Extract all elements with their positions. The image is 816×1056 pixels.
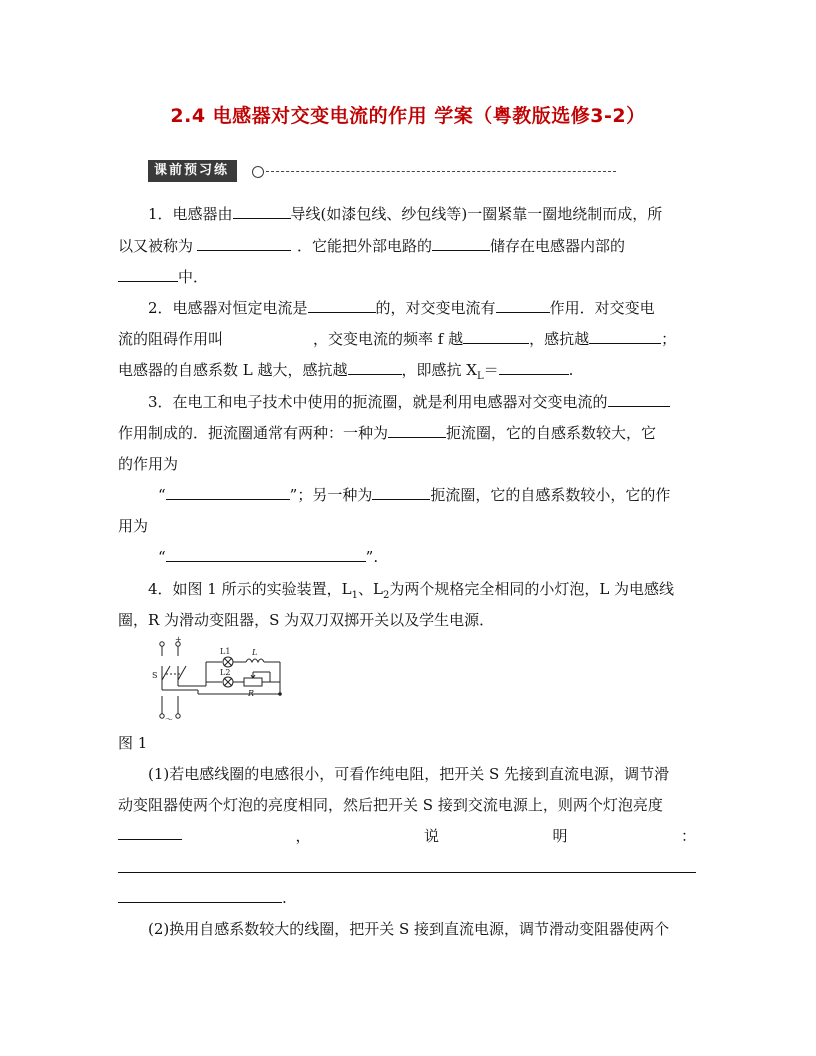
label-s: S (152, 671, 158, 680)
blank (233, 204, 291, 219)
blank (589, 329, 661, 344)
blank (197, 236, 291, 251)
label-l2: L2 (220, 668, 231, 677)
q1-line-2: 以又被称为 ．它能把外部电路的 储存在电感器内部的 (118, 237, 626, 255)
q4-p1-line-5: . (118, 888, 287, 907)
blank (308, 298, 376, 313)
q1-line-3: 中． (118, 266, 208, 287)
q3-line-6: “ ”. (158, 548, 379, 566)
label-l1: L1 (220, 647, 231, 656)
blank (463, 329, 529, 344)
circuit-diagram (148, 636, 288, 726)
blank (348, 360, 402, 375)
q3-line-2: 作用制成的．扼流圈通常有两种：一种为 扼流圈，它的自感系数较大，它 (118, 424, 657, 442)
blank (608, 392, 670, 407)
blank (372, 485, 430, 500)
label-r: R (248, 689, 255, 698)
blank (496, 298, 550, 313)
bullet-icon (252, 166, 264, 178)
q2-line-2: 流的阻碍作用叫 ，交变电流的频率 f 越 ，感抗越 ； (118, 330, 677, 348)
blank (118, 888, 282, 903)
q4-p2-line-1: (2)换用自感系数较大的线圈，把开关 S 接到直流电源，调节滑动变阻器使两个 (148, 920, 670, 938)
q4-line-1: 4．如图 1 所示的实验装置，$L_1$、$L_2$为两个规格完全相同的小灯泡，L 为电感线 (148, 580, 675, 601)
q3-line-1: 3．在电工和电子技术中使用的扼流圈，就是利用电感器对交变电流的 (148, 391, 670, 412)
figure-label: 图 1 (118, 734, 148, 752)
banner-dashed-line (266, 171, 616, 172)
blank (118, 267, 178, 282)
label-ac: ～ (165, 715, 173, 724)
blank (388, 423, 446, 438)
blank (499, 360, 569, 375)
q4-line-2: 圈，R 为滑动变阻器，S 为双刀双掷开关以及学生电源． (118, 611, 495, 629)
q2-line-3: 电感器的自感系数 L 越大，感抗越 ，即感抗 $X_L=$ . (118, 361, 574, 382)
q3-line-5: 用为 (118, 517, 149, 535)
blank (118, 825, 182, 840)
q4-p1-line-2: 动变阻器使两个灯泡的亮度相同，然后把开关 S 接到交流电源上，则两个灯泡亮度 (118, 796, 663, 814)
label-l: L (252, 648, 258, 657)
q3-line-4: “ ”；另一种为 扼流圈，它的自感系数较小，它的作 (158, 486, 671, 504)
q2-line-1: 2．电感器对恒定电流是 的，对交变电流有 作用．对交变电 (148, 299, 655, 317)
page-title: 2.4 电感器对交变电流的作用 学案（粤教版选修3-2） (170, 105, 646, 127)
label-plus: + (175, 636, 182, 644)
q1-line-1: 1．电感器由 导线(如漆包线、纱包线等)一圈紧靠一圈地绕制而成，所 (148, 205, 663, 223)
section-banner-label: 课前预习练 (148, 160, 237, 182)
section-banner (148, 160, 468, 184)
q4-p1-line-3: ， 说 明 ： (118, 825, 696, 846)
blank (166, 485, 290, 500)
q4-p1-line-1: (1)若电感线圈的电感很小，可看作纯电阻，把开关 S 先接到直流电源，调节滑 (148, 765, 670, 783)
q3-line-3: 的作用为 (118, 455, 179, 473)
blank (166, 547, 366, 562)
blank (432, 236, 490, 251)
answer-line (118, 872, 696, 873)
